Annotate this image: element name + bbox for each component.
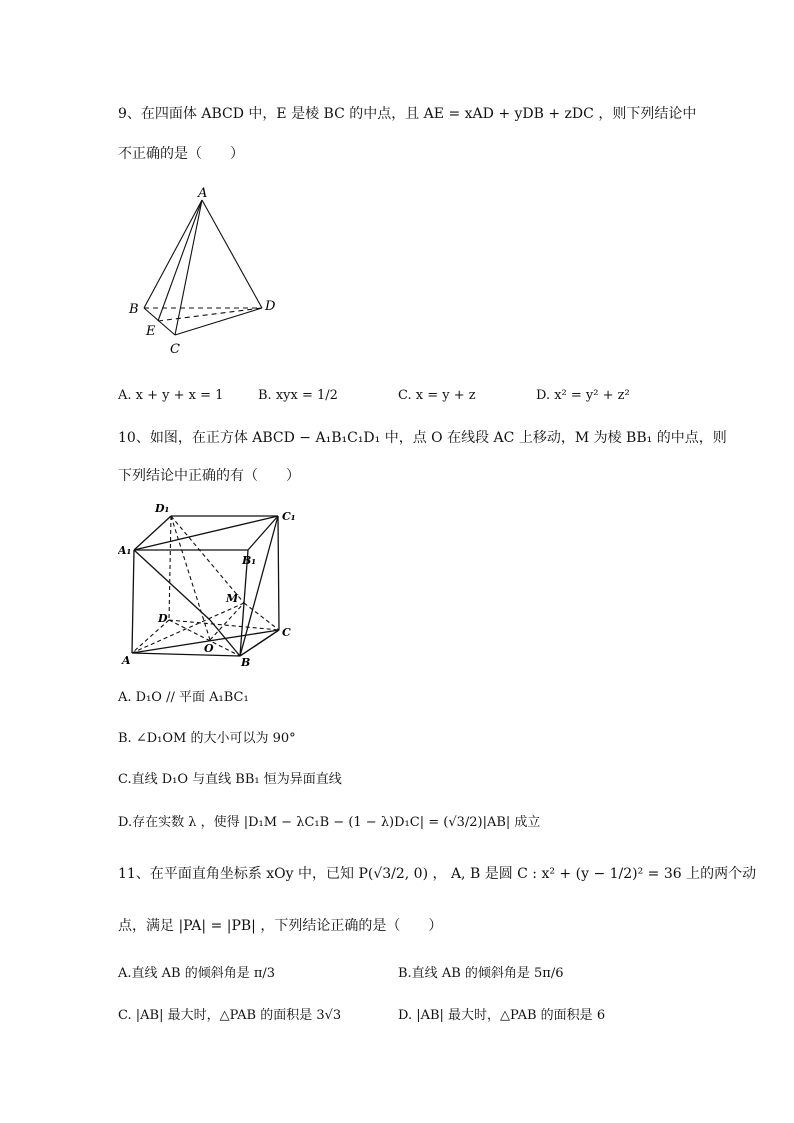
q9-option-b[interactable]: B. xyx = 1/2	[258, 388, 338, 403]
label-A: A	[122, 654, 131, 667]
q10-option-b[interactable]: B. ∠D₁OM 的大小可以为 90°	[118, 731, 296, 746]
q11-option-d[interactable]: D. |AB| 最大时，△PAB 的面积是 6	[398, 1008, 606, 1023]
q9-stem-line2: 不正确的是（ ）	[118, 146, 244, 162]
q11-stem-line2: 点，满足 |PA| = |PB| ，下列结论正确的是（ ）	[118, 918, 443, 934]
tetrahedron-figure	[120, 185, 290, 360]
q10-option-a[interactable]: A. D₁O // 平面 A₁BC₁	[118, 690, 249, 705]
label-D1: D₁	[155, 502, 170, 515]
cube-figure	[118, 498, 308, 670]
edge-AC	[175, 200, 202, 335]
q11-option-b[interactable]: B.直线 AB 的倾斜角是 5π/6	[398, 966, 564, 981]
label-B: B	[241, 656, 251, 669]
label-M: M	[226, 592, 239, 605]
label-D: D	[158, 612, 168, 625]
edge-AE	[158, 200, 202, 321]
label-C1: C₁	[282, 510, 296, 523]
label-B1: B₁	[242, 554, 257, 567]
label-B: B	[129, 302, 139, 317]
edge-AB	[144, 200, 202, 308]
label-E: E	[146, 324, 156, 339]
edge-ED	[158, 308, 262, 321]
label-C: C	[170, 342, 180, 357]
q10-option-c[interactable]: C.直线 D₁O 与直线 BB₁ 恒为异面直线	[118, 772, 342, 787]
q11-option-a[interactable]: A.直线 AB 的倾斜角是 π/3	[118, 966, 276, 981]
q9-option-a[interactable]: A. x + y + x = 1	[118, 388, 224, 403]
edge-AD	[202, 200, 262, 308]
q11-stem-line1: 11、在平面直角坐标系 xOy 中，已知 P(√3/2, 0) ， A, B 是圆 C : x² + (y − 1/2)² = 36 上的两个动	[118, 866, 757, 882]
label-O: O	[204, 642, 214, 655]
q10-stem-line2: 下列结论中正确的有（ ）	[118, 468, 300, 484]
edge-CD	[175, 308, 262, 335]
label-C: C	[282, 626, 291, 639]
q9-stem-line1: 9、在四面体 ABCD 中，E 是棱 BC 的中点，且 AE = xAD + yDB + zDC ，则下列结论中	[118, 106, 697, 122]
label-D: D	[265, 299, 276, 314]
label-A: A	[198, 186, 208, 201]
q10-stem-line1: 10、如图，在正方体 ABCD − A₁B₁C₁D₁ 中，点 O 在线段 AC 上移动，M 为棱 BB₁ 的中点，则	[118, 430, 727, 446]
label-A1: A₁	[118, 544, 132, 557]
q11-option-c[interactable]: C. |AB| 最大时，△PAB 的面积是 3√3	[118, 1008, 342, 1023]
q9-option-d[interactable]: D. x² = y² + z²	[536, 388, 630, 403]
q10-option-d[interactable]: D.存在实数 λ ，使得 |D₁M − λC₁B − (1 − λ)D₁C| = (√3/2)|AB| 成立	[118, 815, 541, 830]
q9-option-c[interactable]: C. x = y + z	[398, 388, 476, 403]
